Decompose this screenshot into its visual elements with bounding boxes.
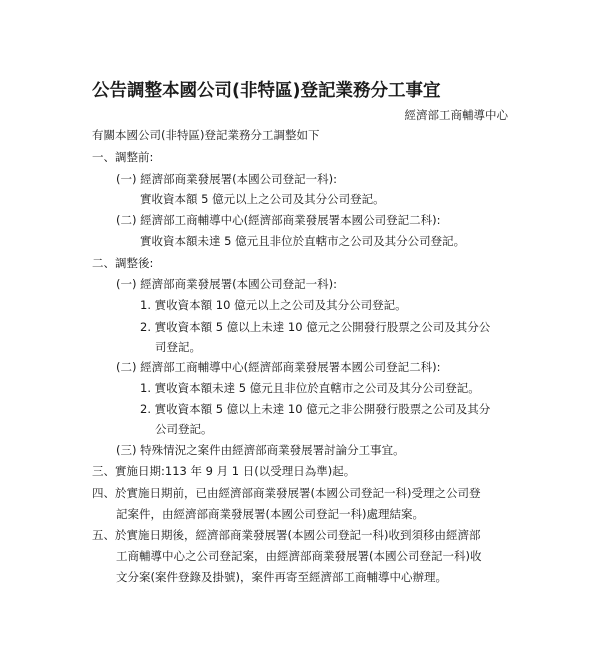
section-3: 三、實施日期:113 年 9 月 1 日(以受理日為準)起。 — [92, 464, 356, 478]
section-1-item-1-detail: 實收資本額 5 億元以上之公司及其分公司登記。 — [140, 192, 385, 206]
section-2-item-1-sub-2-cont: 司登記。 — [155, 340, 201, 354]
organization-name: 經濟部工商輔導中心 — [404, 108, 508, 122]
section-2-item-2-sub-2-cont: 公司登記。 — [155, 422, 213, 436]
section-4-line-1: 四、於實施日期前，已由經濟部商業發展署(本國公司登記一科)受理之公司登 — [92, 486, 481, 500]
section-5-line-3: 文分案(案件登錄及掛號)，案件再寄至經濟部工商輔導中心辦理。 — [116, 570, 447, 584]
section-1-item-2-label: (二) 經濟部工商輔導中心(經濟部商業發展署本國公司登記二科): — [116, 213, 441, 227]
intro-text: 有關本國公司(非特區)登記業務分工調整如下 — [92, 128, 320, 142]
document-title: 公告調整本國公司(非特區)登記業務分工事宜 — [92, 81, 441, 101]
section-2-item-3: (三) 特殊情況之案件由經濟部商業發展署討論分工事宜。 — [116, 443, 405, 457]
section-1-item-2-detail: 實收資本額未達 5 億元且非位於直轄市之公司及其分公司登記。 — [140, 234, 466, 248]
section-2-item-1-sub-2: 2. 實收資本額 5 億以上未達 10 億元之公開發行股票之公司及其分公 — [140, 320, 491, 334]
section-5-line-2: 工商輔導中心之公司登記案，由經濟部商業發展署(本國公司登記一科)收 — [116, 549, 482, 563]
section-2-heading: 二、調整後: — [92, 256, 154, 270]
section-2-item-1-label: (一) 經濟部商業發展署(本國公司登記一科): — [116, 277, 337, 291]
section-1-heading: 一、調整前: — [92, 150, 154, 164]
section-2-item-2-sub-1: 1. 實收資本額未達 5 億元且非位於直轄市之公司及其分公司登記。 — [140, 381, 480, 395]
section-2-item-1-sub-1: 1. 實收資本額 10 億元以上之公司及其分公司登記。 — [140, 298, 407, 312]
section-5-line-1: 五、於實施日期後，經濟部商業發展署(本國公司登記一科)收到須移由經濟部 — [92, 528, 481, 542]
section-2-item-2-sub-2: 2. 實收資本額 5 億以上未達 10 億元之非公開發行股票之公司及其分 — [140, 402, 491, 416]
section-1-item-1-label: (一) 經濟部商業發展署(本國公司登記一科): — [116, 172, 337, 186]
section-2-item-2-label: (二) 經濟部工商輔導中心(經濟部商業發展署本國公司登記二科): — [116, 360, 441, 374]
section-4-line-2: 記案件，由經濟部商業發展署(本國公司登記一科)處理結案。 — [116, 507, 424, 521]
